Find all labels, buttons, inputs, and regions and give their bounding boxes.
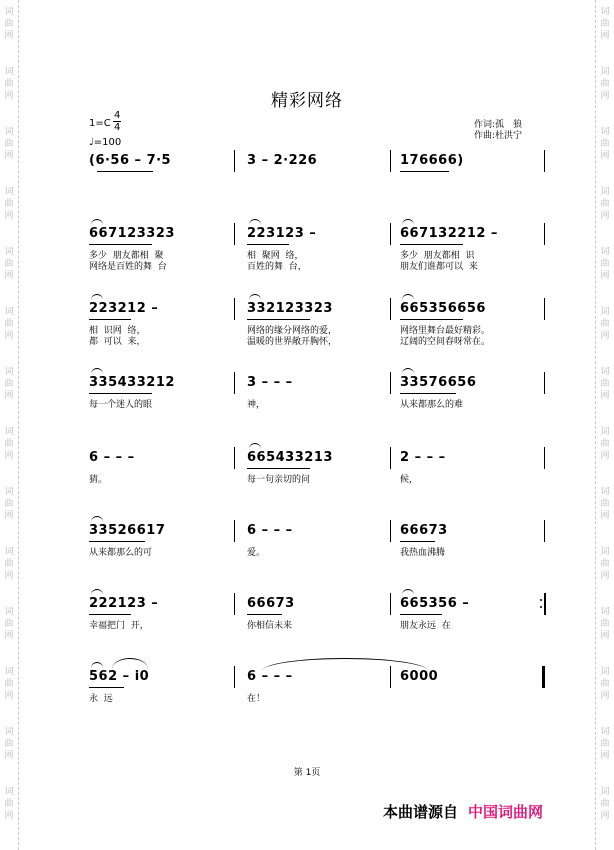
watermark-glyphs (596, 546, 614, 582)
watermark-glyph: 网 (600, 331, 610, 341)
barline (544, 223, 545, 245)
watermark-glyph: 网 (600, 751, 610, 761)
watermark-glyph: 曲 (4, 619, 14, 629)
watermark-glyphs (0, 366, 18, 402)
watermark-glyph: 网 (600, 631, 610, 641)
watermark-glyph: 词 (4, 367, 14, 377)
watermark-glyph: 网 (600, 151, 610, 161)
watermark-glyph: 词 (600, 787, 610, 797)
measure-lyrics: 我热血沸腾 (400, 548, 446, 558)
watermark-glyph: 曲 (4, 559, 14, 569)
song-title: 精彩网络 (271, 91, 343, 111)
page-number: 第 1页 (293, 768, 321, 778)
watermark-glyph: 曲 (4, 679, 14, 689)
rhythm-underline (89, 244, 152, 245)
repeat-barline (544, 593, 546, 615)
measure-notes: 33576656 (400, 375, 477, 390)
repeat-dot (540, 599, 542, 601)
time-bottom: 4 (114, 122, 121, 133)
rhythm-underline (400, 541, 435, 542)
measure-lyrics: 幸福把门 开， (89, 621, 149, 631)
barline (390, 150, 391, 172)
rhythm-underline (247, 614, 282, 615)
barline (234, 666, 235, 688)
barline (544, 372, 545, 394)
watermark-glyph: 词 (600, 367, 610, 377)
watermark-glyph: 曲 (600, 499, 610, 509)
barline (544, 447, 545, 469)
rhythm-underline (89, 393, 152, 394)
tempo-mark: ♩=100 (89, 137, 122, 148)
slur-mark (249, 443, 261, 449)
watermark-glyph: 曲 (600, 739, 610, 749)
slur-mark (402, 368, 414, 374)
brand-name: 中国词曲网 (468, 803, 544, 821)
watermark-glyphs (596, 426, 614, 462)
watermark-glyph: 词 (600, 7, 610, 17)
barline (234, 593, 235, 615)
measure-lyrics: 网络里舞台最好精彩。 辽阔的空间春呀常在。 (400, 326, 491, 347)
watermark-glyph: 网 (4, 331, 14, 341)
rhythm-underline (400, 171, 449, 172)
watermark-glyphs (596, 126, 614, 162)
barline (390, 593, 391, 615)
measure-lyrics: 你相信未来 (247, 621, 293, 631)
measure-lyrics: 猜。 (89, 475, 108, 485)
slur-mark (402, 219, 414, 225)
watermark-glyphs (0, 486, 18, 522)
watermark-glyph: 词 (600, 487, 610, 497)
slur-mark (91, 516, 103, 522)
watermark-glyph: 词 (4, 727, 14, 737)
watermark-glyph: 词 (4, 7, 14, 17)
slur-mark (249, 294, 261, 300)
watermark-glyph: 曲 (600, 619, 610, 629)
watermark-glyphs (0, 546, 18, 582)
measure-notes: 562 – i0 (89, 669, 150, 684)
watermark-glyph: 网 (4, 391, 14, 401)
watermark-glyph: 曲 (600, 679, 610, 689)
slur-mark (91, 294, 103, 300)
barline (390, 447, 391, 469)
rhythm-underline (89, 687, 124, 688)
watermark-glyph: 网 (4, 811, 14, 821)
key-signature (89, 110, 121, 133)
watermark-glyphs (596, 786, 614, 822)
rhythm-underline (247, 244, 289, 245)
measure-notes: 176666) (400, 153, 464, 168)
watermark-glyphs (596, 366, 614, 402)
watermark-glyph: 曲 (600, 379, 610, 389)
watermark-glyph: 词 (4, 787, 14, 797)
final-barline (542, 666, 545, 688)
watermark-glyph: 曲 (4, 139, 14, 149)
measure-notes: 667123323 (89, 226, 175, 241)
watermark-glyph: 曲 (4, 259, 14, 269)
slur-mark (402, 294, 414, 300)
slur-mark (91, 219, 103, 225)
key-label: 1=C (89, 118, 111, 129)
watermark-glyph: 曲 (4, 19, 14, 29)
measure-lyrics: 相 识网 络， 都 可以 来， (89, 326, 146, 347)
watermark-glyph: 词 (600, 607, 610, 617)
watermark-glyph: 曲 (4, 439, 14, 449)
measure-notes: 665356656 (400, 301, 486, 316)
watermark-glyph: 词 (4, 547, 14, 557)
slur-mark (249, 219, 261, 225)
watermark-glyph: 曲 (600, 439, 610, 449)
watermark-glyph: 词 (4, 247, 14, 257)
slur-mark (91, 589, 103, 595)
watermark-glyphs (596, 306, 614, 342)
barline (234, 150, 235, 172)
watermark-glyphs (596, 486, 614, 522)
measure-lyrics: 每一句亲切的问 (247, 475, 311, 485)
watermark-glyph: 词 (4, 127, 14, 137)
rhythm-underline (247, 319, 310, 320)
watermark-glyph: 网 (600, 511, 610, 521)
watermark-glyph: 网 (4, 151, 14, 161)
watermark-glyphs (596, 606, 614, 642)
measure-lyrics: 爱。 (247, 548, 266, 558)
watermark-glyphs (0, 186, 18, 222)
watermark-glyph: 曲 (4, 79, 14, 89)
watermark-glyph: 网 (4, 691, 14, 701)
watermark-glyphs (596, 666, 614, 702)
measure-lyrics: 从来都那么的可 (89, 548, 153, 558)
slur-mark (402, 589, 414, 595)
watermark-glyphs (0, 426, 18, 462)
measure-notes: (6·56 – 7·5 (89, 153, 172, 168)
measure-lyrics: 每一个迷人的眼 (89, 400, 153, 410)
watermark-glyph: 词 (4, 607, 14, 617)
tie-mark (112, 658, 148, 669)
barline (234, 447, 235, 469)
measure-notes: 667132212 – (400, 226, 498, 241)
measure-notes: 3 – 2·226 (247, 153, 318, 168)
watermark-glyphs (0, 6, 18, 42)
watermark-glyphs (0, 666, 18, 702)
barline (544, 298, 545, 320)
measure-lyrics: 从来都那么的难 (400, 400, 464, 410)
watermark-glyphs (596, 726, 614, 762)
measure-notes: 223123 – (247, 226, 317, 241)
watermark-glyph: 曲 (600, 199, 610, 209)
watermark-glyph: 曲 (4, 499, 14, 509)
rhythm-underline (400, 244, 463, 245)
rhythm-underline (97, 171, 153, 172)
rhythm-underline (400, 393, 456, 394)
measure-lyrics: 神， (247, 400, 266, 410)
watermark-glyphs (0, 246, 18, 282)
tie-mark (262, 658, 428, 671)
barline (390, 372, 391, 394)
watermark-glyph: 曲 (600, 319, 610, 329)
measure-lyrics: 候， (400, 475, 419, 485)
measure-notes: 665356 – (400, 596, 470, 611)
source-label: 本曲谱源自 (383, 803, 459, 821)
watermark-glyph: 曲 (4, 799, 14, 809)
watermark-glyph: 网 (4, 631, 14, 641)
watermark-glyph: 曲 (4, 199, 14, 209)
barline (390, 223, 391, 245)
watermark-glyph: 词 (4, 667, 14, 677)
measure-notes: 222123 – (89, 596, 159, 611)
watermark-glyph: 网 (600, 211, 610, 221)
watermark-glyphs (0, 606, 18, 642)
watermark-glyph: 网 (4, 91, 14, 101)
watermark-glyph: 网 (600, 811, 610, 821)
rhythm-underline (89, 541, 145, 542)
measure-notes: 6 – – – (89, 450, 135, 465)
barline (234, 223, 235, 245)
watermark-glyph: 网 (4, 451, 14, 461)
watermark-glyphs (596, 246, 614, 282)
time-top: 4 (114, 110, 121, 121)
barline (234, 372, 235, 394)
watermark-glyph: 网 (4, 571, 14, 581)
time-signature (113, 110, 121, 133)
measure-notes: 33526617 (89, 523, 166, 538)
watermark-glyph: 曲 (4, 319, 14, 329)
barline (234, 520, 235, 542)
rhythm-underline (247, 468, 310, 469)
measure-notes: 3 – – – (247, 375, 293, 390)
measure-notes: 2 – – – (400, 450, 446, 465)
watermark-glyphs (596, 186, 614, 222)
watermark-glyph: 曲 (600, 19, 610, 29)
measure-notes: 665433213 (247, 450, 333, 465)
watermark-glyphs (0, 306, 18, 342)
measure-notes: 6000 (400, 669, 439, 684)
watermark-glyph: 网 (600, 31, 610, 41)
watermark-glyph: 词 (600, 247, 610, 257)
watermark-glyph: 网 (4, 271, 14, 281)
measure-notes: 6 – – – (247, 523, 293, 538)
slur-mark (91, 662, 103, 668)
measure-notes: 335433212 (89, 375, 175, 390)
repeat-dot (540, 606, 542, 608)
watermark-glyph: 词 (600, 187, 610, 197)
watermark-glyph: 曲 (4, 379, 14, 389)
watermark-glyph: 曲 (600, 799, 610, 809)
measure-lyrics: 多少 朋友都相 聚 网络是百姓的舞 台 (89, 251, 167, 272)
watermark-glyph: 词 (4, 427, 14, 437)
watermark-glyph: 词 (600, 307, 610, 317)
barline (390, 520, 391, 542)
watermark-glyph: 曲 (600, 79, 610, 89)
watermark-glyph: 网 (600, 571, 610, 581)
rhythm-underline (400, 614, 442, 615)
measure-notes: 332123323 (247, 301, 333, 316)
measure-notes: 66673 (247, 596, 295, 611)
watermark-glyph: 词 (4, 307, 14, 317)
watermark-glyph: 词 (4, 67, 14, 77)
watermark-glyph: 网 (600, 91, 610, 101)
watermark-glyph: 网 (600, 451, 610, 461)
measure-notes: 66673 (400, 523, 448, 538)
barline (390, 298, 391, 320)
slur-mark (91, 368, 103, 374)
measure-lyrics: 网络的缘分网络的爱， 温暖的世界敞开胸怀， (247, 326, 338, 347)
watermark-glyphs (0, 786, 18, 822)
measure-notes: 223212 – (89, 301, 159, 316)
watermark-glyph: 曲 (600, 559, 610, 569)
measure-lyrics: 在！ (247, 694, 266, 704)
watermark-glyph: 词 (4, 187, 14, 197)
barline (544, 150, 545, 172)
watermark-glyph: 曲 (600, 259, 610, 269)
watermark-glyph: 网 (4, 211, 14, 221)
measure-lyrics: 多少 朋友都相 识 朋友们谁都可以 来 (400, 251, 478, 272)
watermark-glyph: 网 (4, 511, 14, 521)
watermark-glyph: 网 (600, 691, 610, 701)
watermark-glyph: 网 (600, 271, 610, 281)
watermark-glyphs (0, 726, 18, 762)
composer-credit: 作曲:杜洪宁 (474, 131, 523, 141)
watermark-glyphs (0, 126, 18, 162)
measure-notes: 6 – – – (247, 669, 293, 684)
watermark-glyph: 词 (600, 667, 610, 677)
watermark-glyph: 曲 (600, 139, 610, 149)
watermark-glyph: 词 (4, 487, 14, 497)
watermark-glyph: 词 (600, 127, 610, 137)
watermark-glyphs (596, 6, 614, 42)
watermark-glyph: 网 (4, 751, 14, 761)
measure-lyrics: 永 远 (89, 694, 113, 704)
rhythm-underline (400, 319, 463, 320)
watermark-glyph: 词 (600, 727, 610, 737)
rhythm-underline (89, 319, 131, 320)
watermark-glyph: 词 (600, 547, 610, 557)
barline (234, 298, 235, 320)
watermark-glyph: 网 (600, 391, 610, 401)
barline (544, 520, 545, 542)
watermark-glyph: 词 (600, 67, 610, 77)
rhythm-underline (89, 614, 131, 615)
measure-lyrics: 相 聚网 络， 百姓的舞 台， (247, 251, 307, 272)
watermark-glyph: 曲 (4, 739, 14, 749)
source-footer (383, 801, 543, 822)
watermark-glyph: 网 (4, 31, 14, 41)
watermark-glyph: 词 (600, 427, 610, 437)
measure-lyrics: 朋友永远 在 (400, 621, 451, 631)
lyricist-credit: 作词:孤 狼 (474, 120, 523, 130)
